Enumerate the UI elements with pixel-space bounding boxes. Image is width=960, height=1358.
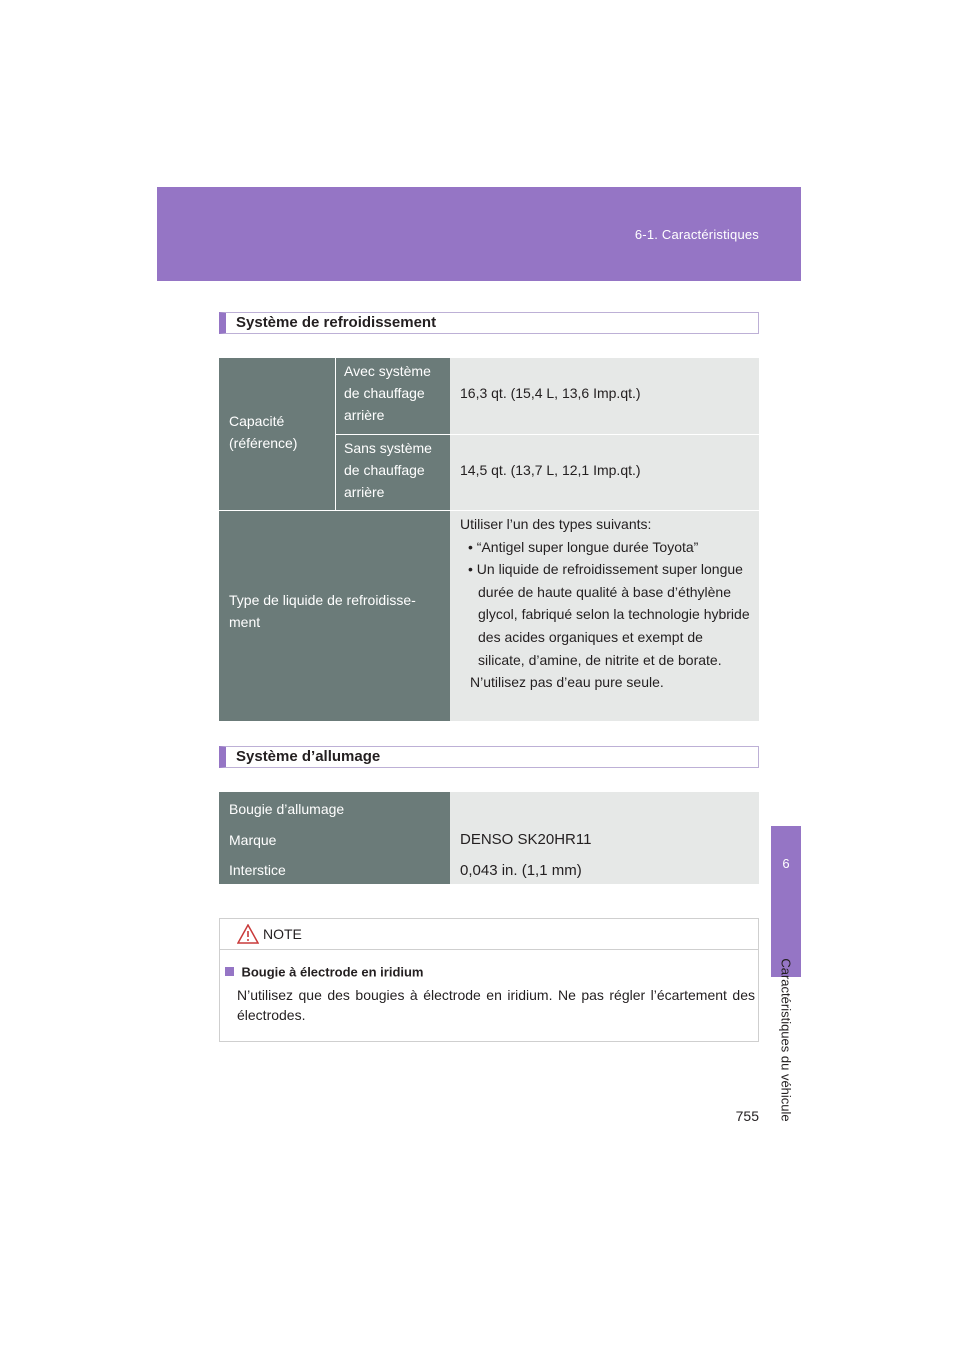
note-item — [225, 963, 424, 981]
note-header — [220, 919, 758, 950]
gap-value: 0,043 in. (1,1 mm) — [460, 862, 582, 879]
chapter-number: 6 — [782, 856, 790, 871]
note-box — [219, 918, 759, 1042]
ignition-system-title: Système d’allumage — [236, 748, 381, 765]
without-rear-heater-value: 14,5 qt. (13,7 L, 12,1 Imp.qt.) — [450, 434, 759, 510]
with-rear-heater-value: 16,3 qt. (15,4 L, 13,6 Imp.qt.) — [450, 358, 759, 434]
ignition-system-table — [219, 792, 759, 884]
chapter-label-container — [778, 958, 794, 1122]
cooling-system-header — [219, 312, 759, 334]
ignition-values — [450, 792, 759, 884]
section-title: 6-1. Caractéristiques — [634, 227, 759, 242]
note-heading: NOTE — [263, 926, 302, 942]
coolant-bullet-2: • Un liquide de refroidissement super longue durée de haute qualité à base d’éthylène glycol, fabriqué selon la technologie hybride des acides organiques et exempt de silicate, d’amine, de nitrite et de borate. — [468, 561, 750, 668]
spark-plug-label: Bougie d’allumage — [229, 801, 345, 817]
warning-icon — [237, 924, 259, 944]
square-bullet-icon — [225, 967, 234, 976]
page-number: 755 — [735, 1108, 759, 1124]
coolant-intro: Utiliser l’un des types suivants: — [460, 516, 652, 532]
ignition-labels — [219, 792, 450, 884]
without-rear-heater-label: Sans système de chauffage arrière — [336, 434, 450, 510]
coolant-warning: N’utilisez pas d’eau pure seule. — [470, 674, 664, 691]
coolant-bullet-1: • “Antigel super longue durée Toyota” — [468, 538, 699, 555]
note-item-text: N’utilisez que des bougies à électrode en iridium. Ne pas régler l’écartement des électrodes. — [237, 987, 755, 1023]
cooling-system-title: Système de refroidissement — [236, 314, 437, 331]
capacity-label: Capacité (référence) — [219, 358, 335, 510]
brand-label: Marque — [229, 831, 277, 848]
note-item-title: Bougie à électrode en iridium — [241, 964, 424, 980]
cooling-system-table — [219, 358, 759, 721]
with-rear-heater-label: Avec système de chauffage arrière — [336, 358, 450, 434]
brand-value: DENSO SK20HR11 — [460, 831, 592, 848]
coolant-type-label: Type de liquide de refroidisse- ment — [219, 510, 450, 721]
gap-label: Interstice — [229, 862, 286, 878]
chapter-header-band — [157, 187, 801, 281]
ignition-system-header — [219, 746, 759, 768]
coolant-type-value — [450, 510, 759, 721]
chapter-tab — [771, 826, 801, 977]
chapter-label: Caractéristiques du véhicule — [778, 958, 794, 1122]
